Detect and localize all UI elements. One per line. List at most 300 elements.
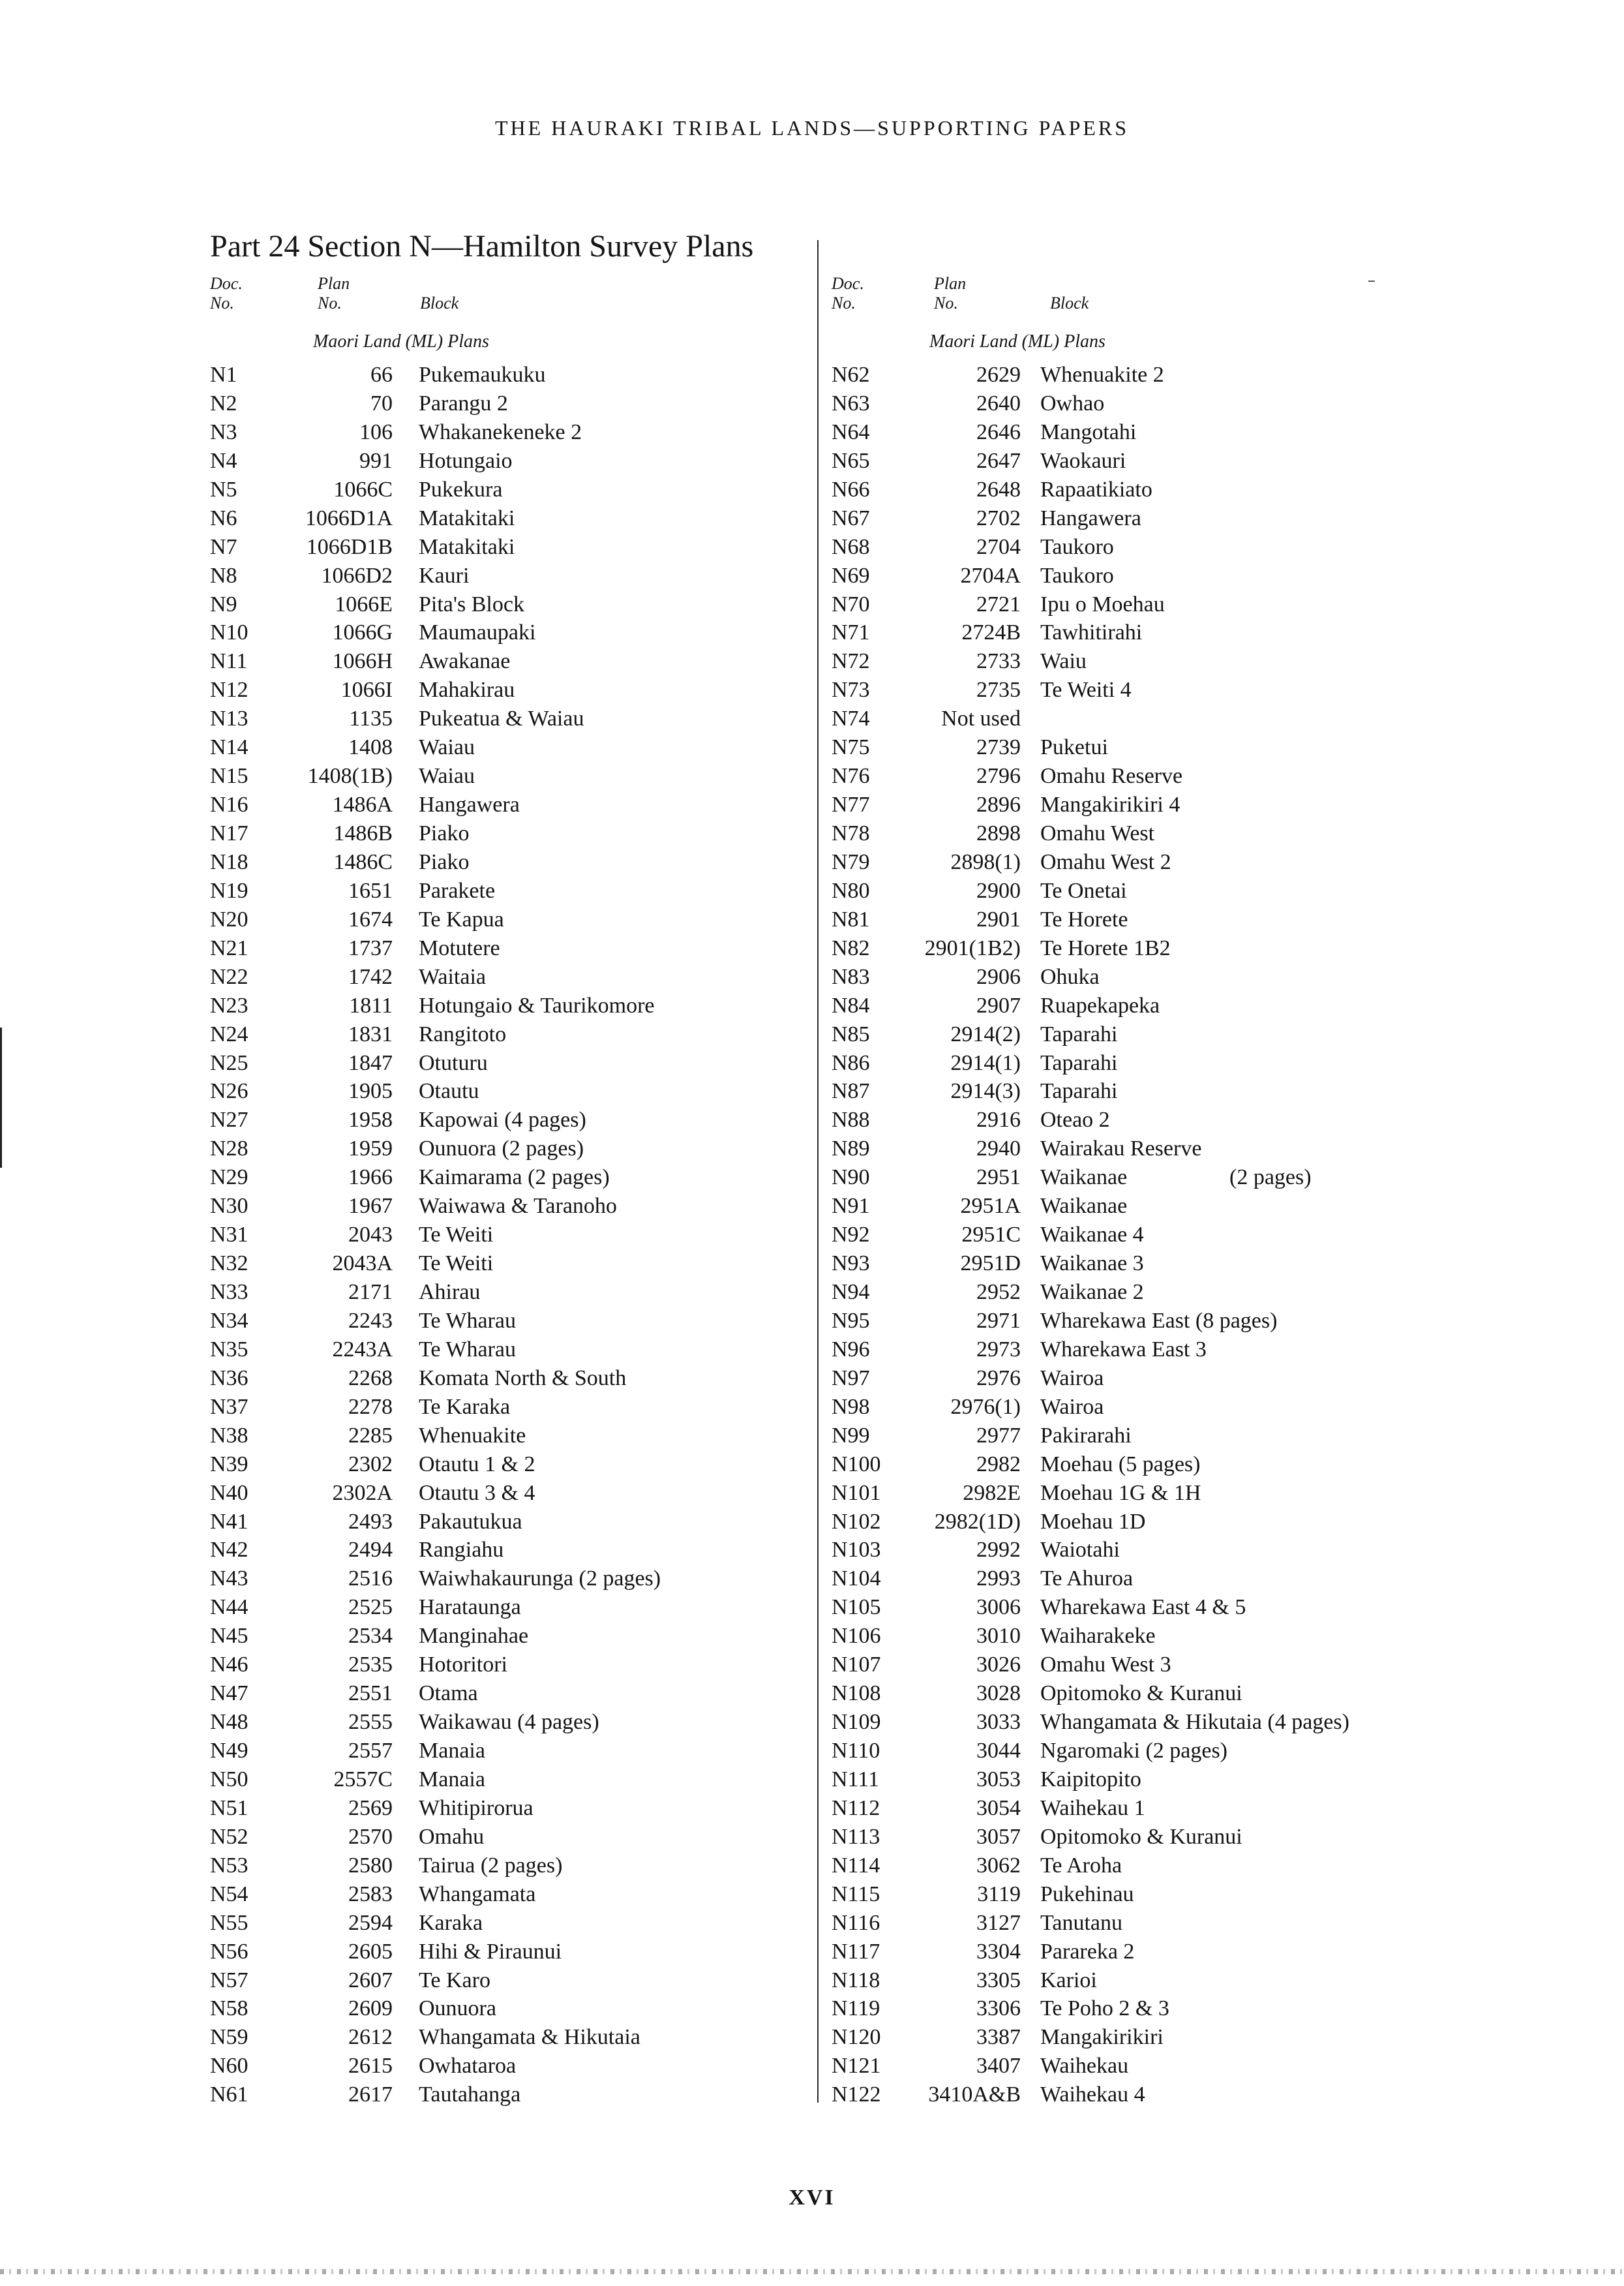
doc-number: N84 [832, 993, 870, 1018]
maori-land-plans-subheading: Maori Land (ML) Plans [313, 331, 489, 352]
plan-number: 2609 [348, 1996, 393, 2021]
block-name: Pita's Block [419, 592, 524, 617]
doc-number: N92 [832, 1223, 870, 1247]
plan-number: 1408 [348, 735, 393, 760]
block-name: Oteao 2 [1040, 1108, 1110, 1133]
table-row [210, 1938, 810, 1966]
doc-number: N105 [832, 1595, 881, 1620]
table-row [832, 1307, 1419, 1335]
doc-number: N121 [832, 2054, 881, 2079]
block-name: Otama [419, 1681, 478, 1706]
table-row [832, 1508, 1419, 1536]
table-row [832, 361, 1419, 389]
doc-number: N118 [832, 1968, 880, 1992]
table-row [210, 590, 810, 619]
table-row [210, 1737, 810, 1765]
table-row [832, 418, 1419, 447]
block-name: Waokauri [1040, 448, 1126, 473]
plan-number: 1486A [332, 793, 393, 817]
running-head: THE HAURAKI TRIBAL LANDS—SUPPORTING PAPERS [494, 116, 1130, 140]
block-name: Manginahae [419, 1624, 529, 1649]
block-name: Wairoa [1040, 1394, 1104, 1419]
plan-number: 3119 [977, 1882, 1021, 1906]
table-row [210, 562, 810, 590]
table-row [210, 618, 810, 647]
block-name: Komata North & South [419, 1365, 627, 1390]
doc-no-header: Doc. No. [832, 274, 864, 312]
table-row [832, 1994, 1419, 2023]
table-row [210, 1307, 810, 1335]
plan-number: 1066C [333, 477, 393, 502]
table-row [210, 389, 810, 418]
block-name: Waikanae 4 [1040, 1223, 1144, 1247]
table-row [832, 1651, 1419, 1679]
table-row [210, 791, 810, 819]
table-row [210, 1852, 810, 1880]
block-name: Whenuakite [419, 1423, 526, 1448]
plan-number: 2605 [348, 1939, 393, 1964]
plan-number: 2951A [960, 1194, 1021, 1219]
table-row [210, 1823, 810, 1852]
table-row [210, 676, 810, 705]
plan-number: 2640 [976, 391, 1021, 416]
block-name: Kapowai (4 pages) [419, 1108, 586, 1133]
block-name: Awakanae [419, 649, 511, 674]
table-row [832, 1938, 1419, 1966]
doc-number: N119 [832, 1996, 880, 2021]
doc-number: N96 [832, 1337, 870, 1362]
block-name: Taukoro [1040, 534, 1114, 559]
doc-number: N97 [832, 1365, 870, 1390]
doc-number: N103 [832, 1538, 881, 1562]
table-row [210, 1278, 810, 1307]
table-row [832, 1765, 1419, 1794]
doc-number: N113 [832, 1824, 880, 1849]
plan-number: 2898 [976, 821, 1021, 846]
plan-number: 1811 [349, 993, 393, 1018]
doc-number: N98 [832, 1394, 870, 1419]
doc-number: N82 [832, 936, 870, 960]
doc-number: N107 [832, 1653, 881, 1677]
table-row [210, 992, 810, 1020]
block-name: Matakitaki [419, 534, 515, 559]
doc-number: N71 [832, 620, 870, 645]
table-row [832, 819, 1419, 848]
doc-number: N72 [832, 649, 870, 674]
doc-number: N86 [832, 1050, 870, 1075]
table-row [210, 533, 810, 562]
block-name: Taukoro [1040, 563, 1114, 588]
doc-number: N87 [832, 1079, 870, 1104]
doc-number: N111 [832, 1767, 880, 1791]
block-name: Moehau (5 pages) [1040, 1452, 1201, 1476]
plan-number: 2555 [348, 1710, 393, 1735]
plan-number: 3028 [976, 1681, 1021, 1706]
doc-number: N19 [210, 878, 248, 903]
table-row [832, 1823, 1419, 1852]
doc-number: N60 [210, 2054, 248, 2079]
doc-number: N3 [210, 419, 237, 444]
plan-number: 1066D2 [321, 563, 393, 588]
plan-number: 2914(2) [950, 1022, 1021, 1046]
table-row [832, 1135, 1419, 1163]
plan-number: 2971 [976, 1308, 1021, 1333]
table-row [210, 1708, 810, 1737]
block-name: Hangawera [1040, 506, 1141, 530]
block-name: Ounuora [419, 1996, 496, 2021]
block-name: Rapaatikiato [1040, 477, 1152, 502]
plan-number: 2534 [348, 1624, 393, 1649]
block-name: Wharekawa East 4 & 5 [1040, 1595, 1246, 1620]
plan-number: 1651 [348, 878, 393, 903]
block-name: Whenuakite 2 [1040, 363, 1164, 387]
block-name: Pukemaukuku [419, 363, 546, 387]
block-name: Motutere [419, 936, 500, 960]
block-name: Hotungaio & Taurikomore [419, 993, 655, 1018]
doc-number: N43 [210, 1566, 248, 1591]
doc-number: N61 [210, 2082, 248, 2107]
block-name: Te Weiti 4 [1040, 678, 1132, 703]
plan-number: 1966 [348, 1165, 393, 1190]
block-name: Manaia [419, 1739, 485, 1763]
table-row [832, 1077, 1419, 1106]
plan-number: 2043 [348, 1223, 393, 1247]
table-row [210, 1422, 810, 1450]
block-name: Hotoritori [419, 1653, 507, 1677]
block-name: Manaia [419, 1767, 485, 1791]
block-name: Te Karo [419, 1968, 490, 1992]
table-row [832, 1192, 1419, 1221]
table-row [210, 2080, 810, 2109]
column-divider [817, 240, 819, 2103]
doc-number: N41 [210, 1509, 248, 1534]
table-row [210, 963, 810, 992]
doc-number: N106 [832, 1624, 881, 1649]
table-row [210, 1880, 810, 1909]
table-row [210, 1765, 810, 1794]
table-row [210, 476, 810, 504]
doc-number: N95 [832, 1308, 870, 1333]
plan-no-header: Plan No. [318, 274, 350, 312]
doc-number: N28 [210, 1136, 248, 1161]
doc-number: N109 [832, 1710, 881, 1735]
doc-number: N12 [210, 678, 248, 703]
doc-number: N33 [210, 1280, 248, 1304]
table-row [210, 2052, 810, 2080]
plan-number: 2629 [976, 363, 1021, 387]
block-name: Waiotahi [1040, 1538, 1120, 1562]
doc-number: N53 [210, 1853, 248, 1878]
block-name: Otuturu [419, 1050, 488, 1075]
table-row [832, 934, 1419, 963]
doc-number: N76 [832, 764, 870, 789]
block-name: Te Weiti [419, 1223, 494, 1247]
plan-number: 2898(1) [950, 849, 1021, 874]
block-name: Waihekau 4 [1040, 2082, 1145, 2107]
block-header: Block [1050, 294, 1089, 312]
table-row [832, 590, 1419, 619]
doc-number: N69 [832, 563, 870, 588]
doc-number: N14 [210, 735, 248, 760]
doc-number: N90 [832, 1165, 870, 1190]
block-name: Parakete [419, 878, 496, 903]
plan-number: 3304 [976, 1939, 1021, 1964]
table-row [832, 618, 1419, 647]
doc-number: N36 [210, 1365, 248, 1390]
doc-number: N74 [832, 707, 870, 731]
doc-number: N42 [210, 1538, 248, 1562]
table-row [832, 1679, 1419, 1708]
doc-number: N77 [832, 793, 870, 817]
doc-number: N44 [210, 1595, 248, 1620]
block-name: Pakautukua [419, 1509, 522, 1534]
doc-number: N83 [832, 964, 870, 989]
plan-number: 2268 [348, 1365, 393, 1390]
doc-number: N22 [210, 964, 248, 989]
block-name: Te Kapua [419, 907, 504, 932]
table-row [210, 1479, 810, 1508]
block-name: Waiu [1040, 649, 1087, 674]
plan-number: 2906 [976, 964, 1021, 989]
left-plan-table [210, 361, 810, 2109]
table-row [210, 934, 810, 963]
doc-number: N39 [210, 1452, 248, 1476]
doc-number: N100 [832, 1452, 881, 1476]
table-row [832, 1708, 1419, 1737]
table-row [210, 1049, 810, 1078]
table-row [210, 848, 810, 877]
block-name: Moehau 1G & 1H [1040, 1480, 1201, 1505]
block-name: Tawhitirahi [1040, 620, 1143, 645]
doc-number: N64 [832, 419, 870, 444]
doc-number: N47 [210, 1681, 248, 1706]
plan-number: 3306 [976, 1996, 1021, 2021]
plan-number: 3057 [976, 1824, 1021, 1849]
doc-number: N65 [832, 448, 870, 473]
doc-number: N38 [210, 1423, 248, 1448]
block-name: Pukekura [419, 477, 503, 502]
block-name: Waikanae [1040, 1194, 1128, 1219]
plan-number: 3062 [976, 1853, 1021, 1878]
table-row [832, 705, 1419, 733]
block-name: Karaka [419, 1910, 483, 1935]
block-name: Mangakirikiri 4 [1040, 793, 1180, 817]
table-row [210, 1450, 810, 1479]
doc-number: N73 [832, 678, 870, 703]
block-name: Puketui [1040, 735, 1108, 760]
table-row [210, 1335, 810, 1364]
doc-number: N68 [832, 534, 870, 559]
block-name: Otautu 3 & 4 [419, 1480, 535, 1505]
table-row [210, 733, 810, 762]
plan-number: 1905 [348, 1079, 393, 1104]
table-row [832, 1593, 1419, 1622]
table-row [210, 1794, 810, 1823]
table-row [832, 791, 1419, 819]
plan-number: 1066G [332, 620, 393, 645]
plan-number: 2171 [348, 1280, 393, 1304]
block-name: Karioi [1040, 1968, 1097, 1992]
table-row [210, 647, 810, 676]
block-name: Tairua (2 pages) [419, 1853, 563, 1878]
plan-number: 2612 [348, 2025, 393, 2050]
table-row [832, 1880, 1419, 1909]
doc-number: N75 [832, 735, 870, 760]
doc-number: N17 [210, 821, 248, 846]
block-name: Opitomoko & Kuranui [1040, 1681, 1242, 1706]
table-row [832, 733, 1419, 762]
block-name: Omahu West 3 [1040, 1653, 1171, 1677]
doc-number: N6 [210, 506, 237, 530]
doc-number: N31 [210, 1223, 248, 1247]
plan-number: 1066D1B [306, 534, 393, 559]
table-row [210, 1106, 810, 1135]
plan-number: 1967 [348, 1194, 393, 1219]
block-name: Whangamata & Hikutaia (4 pages) [1040, 1710, 1349, 1735]
table-row [210, 1994, 810, 2023]
block-name: Te Wharau [419, 1337, 516, 1362]
block-name: Taparahi [1040, 1022, 1118, 1046]
block-name: Tanutanu [1040, 1910, 1123, 1935]
doc-number: N54 [210, 1882, 248, 1906]
doc-number: N50 [210, 1767, 248, 1791]
block-name: Pukehinau [1040, 1882, 1134, 1906]
doc-number: N21 [210, 936, 248, 960]
table-row [210, 1909, 810, 1938]
block-name: Ipu o Moehau [1040, 592, 1165, 617]
doc-number: N104 [832, 1566, 881, 1591]
plan-number: 1958 [348, 1108, 393, 1133]
table-row [210, 418, 810, 447]
plan-number: 2043A [332, 1251, 393, 1276]
block-name: Omahu [419, 1824, 485, 1849]
table-row [210, 906, 810, 934]
plan-number: 2914(3) [950, 1079, 1021, 1104]
doc-number: N23 [210, 993, 248, 1018]
table-row [832, 877, 1419, 906]
table-row [832, 2052, 1419, 2080]
block-name: Waihekau 1 [1040, 1795, 1145, 1820]
doc-no-header: Doc. No. [210, 274, 243, 312]
table-row [832, 1536, 1419, 1564]
plan-number: 2982E [963, 1480, 1021, 1505]
block-name: Tautahanga [419, 2082, 521, 2107]
table-row [832, 1049, 1419, 1078]
plan-number: 2901(1B2) [924, 936, 1021, 960]
block-name: Otautu 1 & 2 [419, 1452, 535, 1476]
doc-number: N81 [832, 907, 870, 932]
plan-number: 3033 [976, 1710, 1021, 1735]
scan-edge-artifact [0, 2269, 1624, 2274]
plan-number: 2525 [348, 1595, 393, 1620]
doc-number: N27 [210, 1108, 248, 1133]
doc-number: N32 [210, 1251, 248, 1276]
doc-number: N94 [832, 1280, 870, 1304]
page-number: XVI [789, 2186, 835, 2210]
block-name: Parareka 2 [1040, 1939, 1135, 1964]
plan-number: 2724B [961, 620, 1021, 645]
plan-number: 1959 [348, 1136, 393, 1161]
table-row [832, 2023, 1419, 2052]
block-name: Wharekawa East 3 [1040, 1337, 1207, 1362]
table-row [832, 1249, 1419, 1278]
plan-number: 2973 [976, 1337, 1021, 1362]
table-row [210, 705, 810, 733]
block-name: Whangamata & Hikutaia [419, 2025, 640, 2050]
block-name: Omahu West 2 [1040, 849, 1171, 874]
block-name: Te Poho 2 & 3 [1040, 1996, 1169, 2021]
doc-number: N78 [832, 821, 870, 846]
doc-number: N52 [210, 1824, 248, 1849]
doc-number: N112 [832, 1795, 880, 1820]
block-name: Piako [419, 849, 470, 874]
block-name: Ounuora (2 pages) [419, 1136, 584, 1161]
plan-number: 2551 [348, 1681, 393, 1706]
doc-number: N115 [832, 1882, 880, 1906]
plan-number: Not used [941, 707, 1021, 731]
right-plan-table [832, 361, 1419, 2109]
doc-number: N40 [210, 1480, 248, 1505]
table-row [210, 1651, 810, 1679]
block-name: Wairakau Reserve [1040, 1136, 1202, 1161]
table-row [832, 1737, 1419, 1765]
table-row [210, 762, 810, 791]
plan-number: 3044 [976, 1739, 1021, 1763]
right-column [832, 274, 1419, 2120]
plan-number: 2940 [976, 1136, 1021, 1161]
table-row [210, 1622, 810, 1651]
block-name: Ruapekapeka [1040, 993, 1160, 1018]
block-name: Te Horete [1040, 907, 1128, 932]
plan-number: 2952 [976, 1280, 1021, 1304]
plan-number: 2735 [976, 678, 1021, 703]
block-name: Maumaupaki [419, 620, 536, 645]
doc-number: N91 [832, 1194, 870, 1219]
table-row [832, 762, 1419, 791]
plan-number: 2704A [960, 563, 1021, 588]
block-name: Waitaia [419, 964, 486, 989]
table-row [832, 676, 1419, 705]
doc-number: N34 [210, 1308, 248, 1333]
block-name: Whakanekeneke 2 [419, 419, 582, 444]
plan-number: 2648 [976, 477, 1021, 502]
plan-number: 1831 [348, 1022, 393, 1046]
table-row [832, 1450, 1419, 1479]
table-row [832, 476, 1419, 504]
table-row [832, 647, 1419, 676]
plan-number: 2951C [961, 1223, 1021, 1247]
block-name: Te Onetai [1040, 878, 1127, 903]
doc-number: N2 [210, 391, 237, 416]
plan-number: 2516 [348, 1566, 393, 1591]
block-name: Otautu [419, 1079, 479, 1104]
block-name: Rangitoto [419, 1022, 507, 1046]
plan-number: 2733 [976, 649, 1021, 674]
block-name: Taparahi [1040, 1050, 1118, 1075]
doc-number: N11 [210, 649, 248, 674]
plan-number: 2916 [976, 1108, 1021, 1133]
plan-number: 1742 [348, 964, 393, 989]
plan-number: 2243A [332, 1337, 393, 1362]
doc-number: N45 [210, 1624, 248, 1649]
block-name: Hotungaio [419, 448, 513, 473]
doc-number: N93 [832, 1251, 870, 1276]
doc-number: N70 [832, 592, 870, 617]
doc-number: N120 [832, 2025, 881, 2050]
table-row [210, 1679, 810, 1708]
plan-number: 1486C [333, 849, 393, 874]
plan-number: 2992 [976, 1538, 1021, 1562]
